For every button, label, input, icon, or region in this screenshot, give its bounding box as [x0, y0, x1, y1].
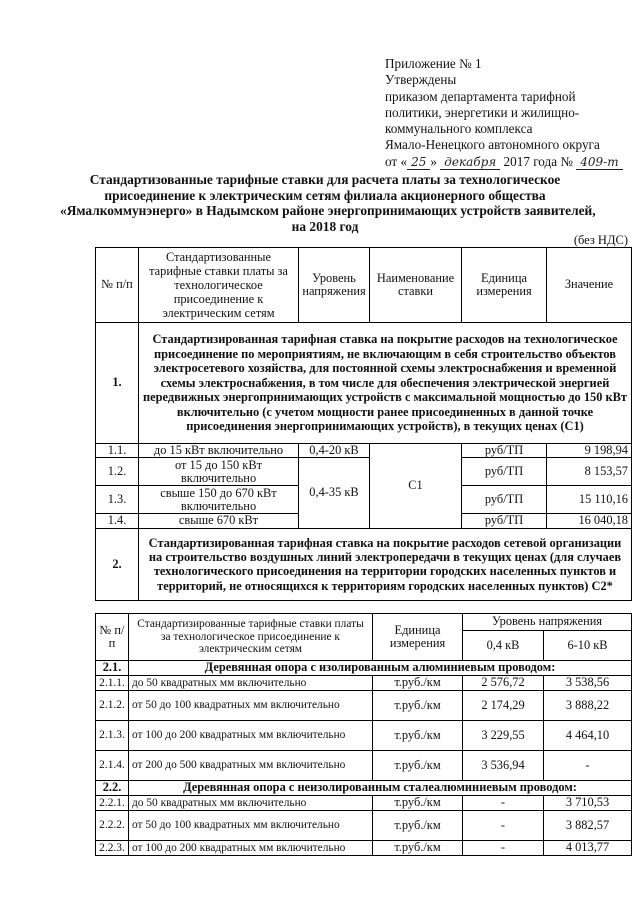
header-value: Значение: [547, 248, 632, 323]
voltage-cell: 0,4-20 кВ: [299, 444, 370, 458]
table-row: 1.3. свыше 150 до 670 кВт включительно руб/ТП 15 110,16: [96, 486, 632, 514]
table-row: 2.2.3. от 100 до 200 квадратных мм включительно т.руб./км - 4 013,77: [96, 841, 632, 856]
table-header-row: [96, 614, 632, 631]
header-rates: Стандартизированные тарифные ставки платы за технологическое присоединение к электрическим сетям: [129, 614, 373, 661]
rate-name-cell: С1: [370, 444, 462, 529]
order-month: декабря: [440, 155, 500, 170]
header-voltage: Уровень напряжения: [299, 248, 370, 323]
header-unit: Единица измерения: [462, 248, 547, 323]
table-row: 1.1. до 15 кВт включительно 0,4-20 кВ С1 руб/ТП 9 198,94: [96, 444, 632, 458]
section-text: Стандартизированная тарифная ставка на покрытие расходов сетевой организации на строительство воздушных линий электропередачи в текущих ценах (для случаев технологического присоединения на территории городских населенных пунктов и территорий, не относящихся к территориям городских населенных пунктов) С2*: [139, 528, 632, 600]
header-6-10kv: 6-10 кВ: [544, 631, 632, 661]
header-rate-name: Наименование ставки: [370, 248, 462, 323]
table-row: 2.1.2. от 50 до 100 квадратных мм включительно т.руб./км 2 174,29 3 888,22: [96, 691, 632, 721]
document-title: Стандартизованные тарифные ставки для расчета платы за технологическое присоединение к электрическим сетям филиала акционерного общества «Ямалкоммунэнерго» в Надымском районе энергопринимающих устройств заявителей, на 2018 год: [60, 172, 596, 234]
order-line-4: Ямало-Ненецкого автономного округа: [385, 137, 600, 153]
header-rates: Стандартизованные тарифные ставки платы за технологическое присоединение к электрическим сетям: [139, 248, 299, 323]
section-text: Стандартизированная тарифная ставка на покрытие расходов на технологическое присоединение по мероприятиям, не включающим в себя строительство объектов электросетевого хозяйства, для постоянной схемы электроснабжения и временной схемы электроснабжения, в том числе для обеспечения электрической энергией передвижных энергопринимающих устройств с максимальной мощностью до 150 кВт включительно (с учетом мощности ранее присоединенных в данной точке присоединения энергопринимающих устройств), в текущих ценах (С1): [139, 323, 632, 444]
table-row: 2.1.3. от 100 до 200 квадратных мм включительно т.руб./км 3 229,55 4 464,10: [96, 721, 632, 751]
header-voltage: Уровень напряжения: [463, 614, 632, 631]
appendix-block: [385, 56, 630, 170]
section-num: 1.: [96, 323, 139, 444]
order-line-1: приказом департамента тарифной: [385, 88, 576, 104]
rates-table-c1: [95, 247, 632, 601]
header-04kv: 0,4 кВ: [463, 631, 544, 661]
rates-table-c2: [95, 613, 632, 856]
table-row: 2.1.1. до 50 квадратных мм включительно т.руб./км 2 576,72 3 538,56: [96, 676, 632, 691]
order-number: 409-т: [576, 155, 622, 170]
appendix-number: Приложение № 1: [385, 56, 482, 71]
section-row: [96, 323, 632, 444]
table-row: 1.2. от 15 до 150 кВт включительно 0,4-35 кВ руб/ТП 8 153,57: [96, 458, 632, 486]
header-num: № п/п: [96, 248, 139, 323]
table-row: 2.2.2. от 50 до 100 квадратных мм включительно т.руб./км - 3 882,57: [96, 811, 632, 841]
order-date-line: от « 25 » декабря 2017 года № 409-т: [385, 154, 630, 170]
table-row: 2.2.1. до 50 квадратных мм включительно т.руб./км - 3 710,53: [96, 796, 632, 811]
order-line-2: политики, энергетики и жилищно-: [385, 104, 580, 120]
approved-label: Утверждены: [385, 72, 457, 88]
subsection-row: 2.1. Деревянная опора с изолированным алюминиевым проводом:: [96, 661, 632, 676]
table-row: 2.1.4. от 200 до 500 квадратных мм включительно т.руб./км 3 536,94 -: [96, 751, 632, 781]
section-num: 2.: [96, 528, 139, 600]
section-row: [96, 528, 632, 600]
subsection-row: 2.2. Деревянная опора с неизолированным сталеалюминиевым проводом:: [96, 781, 632, 796]
table-row: 1.4. свыше 670 кВт руб/ТП 16 040,18: [96, 514, 632, 528]
vat-note: (без НДС): [573, 233, 628, 247]
order-line-3: коммунального комплекса: [385, 121, 533, 137]
voltage-cell: 0,4-35 кВ: [299, 458, 370, 528]
header-num: № п/п: [96, 614, 129, 661]
table-header-row: [96, 248, 632, 323]
order-day: 25: [407, 155, 430, 170]
header-unit: Единица измерения: [373, 614, 463, 661]
